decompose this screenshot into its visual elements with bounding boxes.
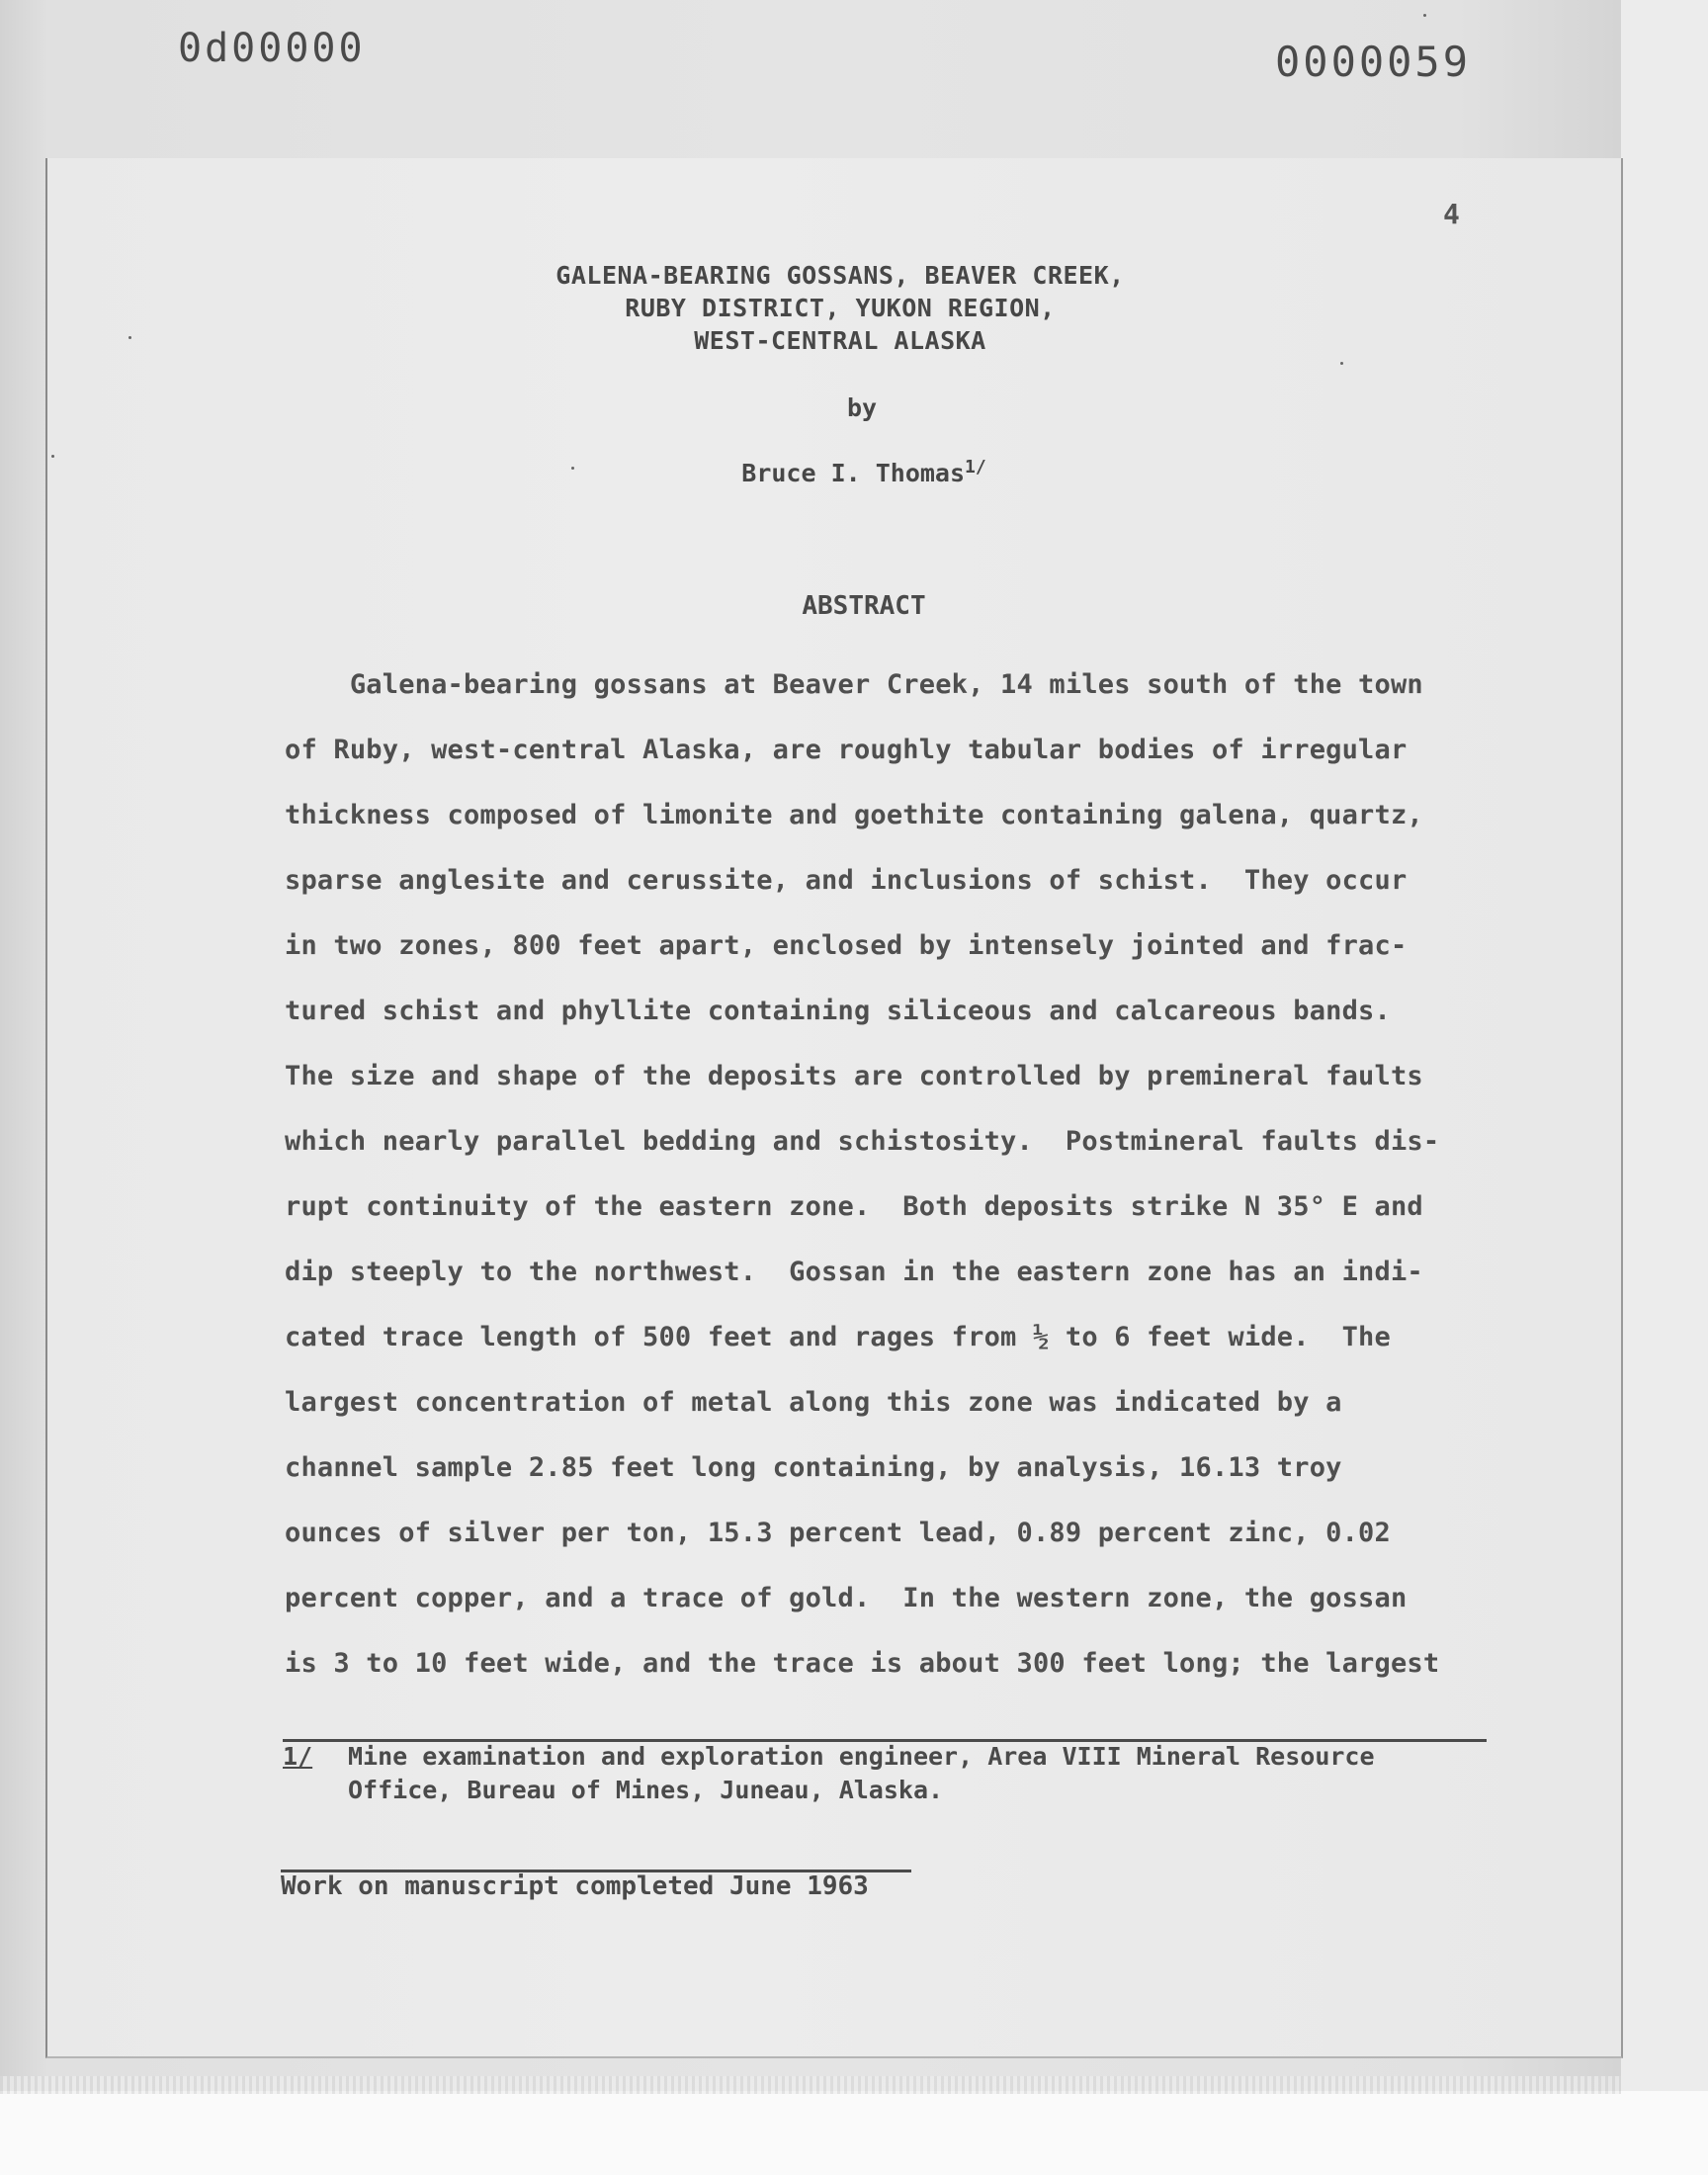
- scan-speck: [51, 455, 54, 458]
- author-footnote-ref: 1/: [965, 457, 986, 478]
- abstract-line: dip steeply to the northwest. Gossan in the eastern zone has an indi-: [285, 1257, 1423, 1287]
- left-stamp-number: 0d00000: [178, 26, 366, 71]
- abstract-line: largest concentration of metal along this zone was indicated by a: [285, 1387, 1342, 1418]
- abstract-line: is 3 to 10 feet wide, and the trace is about 300 feet long; the largest: [285, 1648, 1440, 1679]
- author-name: Bruce I. Thomas: [741, 459, 966, 487]
- abstract-line: cated trace length of 500 feet and rages from ½ to 6 feet wide. The: [285, 1322, 1391, 1352]
- abstract-line: sparse anglesite and cerussite, and inclusions of schist. They occur: [285, 865, 1408, 896]
- abstract-line: which nearly parallel bedding and schistosity. Postmineral faults dis-: [285, 1126, 1440, 1157]
- right-stamp-number: 0000059: [1275, 38, 1472, 86]
- abstract-line: tured schist and phyllite containing siliceous and calcareous bands.: [285, 996, 1391, 1026]
- abstract-line: Galena-bearing gossans at Beaver Creek, 14 miles south of the town: [285, 669, 1423, 700]
- scan-speck: [571, 467, 574, 470]
- page-number: 4: [1443, 198, 1460, 230]
- abstract-line: of Ruby, west-central Alaska, are roughly tabular bodies of irregular: [285, 735, 1408, 765]
- abstract-line: rupt continuity of the eastern zone. Both deposits strike N 35° E and: [285, 1191, 1423, 1222]
- scan-streaks: [0, 2076, 1621, 2094]
- byline: by: [846, 393, 878, 422]
- abstract-body: [285, 652, 1456, 1696]
- author: [10, 457, 1708, 487]
- scan-speck: [1340, 362, 1343, 365]
- title-line: GALENA-BEARING GOSSANS, BEAVER CREEK,: [555, 261, 1125, 290]
- abstract-line: thickness composed of limonite and goethite containing galena, quartz,: [285, 800, 1423, 830]
- abstract-heading: ABSTRACT: [802, 591, 926, 621]
- title-line: RUBY DISTRICT, YUKON REGION,: [625, 294, 1056, 322]
- abstract-line: The size and shape of the deposits are controlled by premineral faults: [285, 1061, 1423, 1091]
- abstract-line: channel sample 2.85 feet long containing, by analysis, 16.13 troy: [285, 1452, 1342, 1483]
- title-line: WEST-CENTRAL ALASKA: [694, 326, 986, 355]
- document-title: [0, 259, 1694, 357]
- abstract-line: in two zones, 800 feet apart, enclosed by intensely jointed and frac-: [285, 930, 1408, 961]
- footnote-mark: 1/: [283, 1742, 313, 1771]
- abstract-line: ounces of silver per ton, 15.3 percent lead, 0.89 percent zinc, 0.02: [285, 1518, 1391, 1548]
- footnote-text: [348, 1740, 1375, 1807]
- scan-speck: [128, 336, 131, 339]
- scan-speck: [1423, 14, 1426, 17]
- abstract-line: percent copper, and a trace of gold. In the western zone, the gossan: [285, 1583, 1408, 1613]
- scan-bottom-margin: [0, 2091, 1708, 2175]
- footnote-line: Office, Bureau of Mines, Juneau, Alaska.: [348, 1776, 944, 1804]
- work-completed-note: Work on manuscript completed June 1963: [281, 1871, 869, 1901]
- footnote-line: Mine examination and exploration engineer, Area VIII Mineral Resource: [348, 1742, 1375, 1771]
